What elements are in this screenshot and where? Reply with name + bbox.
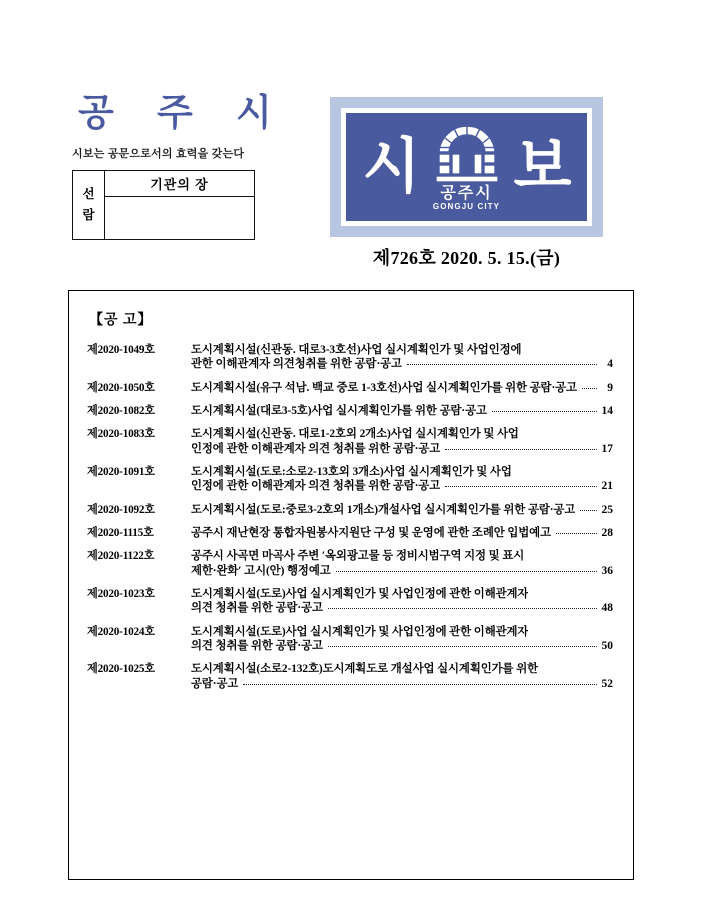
toc-entry-line-primary bbox=[87, 465, 613, 479]
toc-entry[interactable] bbox=[87, 549, 613, 578]
toc-entry-title: 공주시 사곡면 마곡사 주변 ′옥외광고물 등 정비시범구역 지정 및 표시 bbox=[191, 550, 525, 563]
toc-entry-title: 공주시 재난현장 통합자원봉사지원단 구성 및 운영에 관한 조례안 입법예고 bbox=[191, 527, 551, 539]
toc-entry-page-number: 17 bbox=[601, 442, 613, 455]
toc-entry-title: 도시계획시설(유구 석남. 백교 중로 1-3호선)사업 실시계획인가를 위한 공람·공고 bbox=[191, 381, 577, 394]
toc-entry-line-primary bbox=[87, 625, 613, 639]
toc-entry-page-number: 36 bbox=[601, 564, 613, 577]
emblem-city-name-ko: 공주시 bbox=[440, 184, 493, 202]
emblem-city-name-en: GONGJU CITY bbox=[432, 202, 501, 212]
approval-header-cell: 기관의 장 bbox=[105, 170, 255, 196]
toc-leader-dots bbox=[492, 404, 597, 414]
toc-leader-dots bbox=[526, 343, 597, 353]
toc-entry-page-number: 50 bbox=[601, 639, 613, 652]
toc-entry[interactable] bbox=[87, 662, 613, 691]
gongju-gate-arch-icon bbox=[430, 122, 504, 184]
toc-entry-title: 인정에 관한 이해관계자 의견 청취를 위한 공람·공고 bbox=[191, 480, 441, 493]
toc-entry-line-primary bbox=[87, 526, 613, 540]
toc-leader-dots bbox=[543, 662, 597, 672]
toc-entry-title: 도시계획시설(도로)사업 실시계획인가 및 사업인정에 관한 이해관계자 bbox=[191, 625, 529, 638]
toc-leader-dots bbox=[336, 564, 597, 574]
toc-entry-title: 도시계획시설(신관동. 대로1-2호외 2개소)사업 실시계획인가 및 사업 bbox=[191, 428, 519, 441]
masthead bbox=[0, 0, 703, 285]
toc-leader-dots bbox=[582, 381, 597, 391]
toc-entry-line-primary bbox=[87, 503, 613, 517]
toc-entry[interactable] bbox=[87, 465, 613, 494]
gazette-emblem bbox=[330, 97, 603, 237]
toc-entry-number: 제2020-1083호 bbox=[87, 428, 155, 441]
toc-leader-dots bbox=[407, 357, 597, 367]
toc-entry-line-primary bbox=[87, 587, 613, 601]
toc-entry[interactable] bbox=[87, 503, 613, 517]
approval-label-char-1: 선 bbox=[82, 187, 95, 202]
approval-label-char-2: 람 bbox=[82, 207, 95, 222]
toc-leader-dots bbox=[533, 625, 597, 635]
toc-entry-line-primary bbox=[87, 381, 613, 395]
toc-entry-number: 제2020-1115호 bbox=[87, 527, 154, 539]
toc-entry-number: 제2020-1049호 bbox=[87, 344, 155, 356]
issue-number-and-date: 제726호 2020. 5. 15.(금) bbox=[372, 248, 561, 268]
toc-leader-dots bbox=[328, 639, 597, 649]
toc-entry[interactable] bbox=[87, 381, 613, 395]
toc-entry-title: 인정에 관한 이해관계자 의견 청취를 위한 공람·공고 bbox=[191, 442, 441, 455]
toc-leader-dots bbox=[328, 601, 597, 611]
approval-label-cell bbox=[73, 170, 105, 239]
toc-entry-page-number: 25 bbox=[601, 503, 613, 516]
toc-leader-dots bbox=[529, 549, 597, 559]
toc-entry-title: 도시계획시설(소로2-132호)도시계획도로 개설사업 실시계획인가를 위한 bbox=[191, 663, 538, 676]
toc-entry-title: 도시계획시설(대로3-5호)사업 실시계획인가를 위한 공람·공고 bbox=[191, 405, 487, 417]
toc-entry-line-primary bbox=[87, 662, 613, 676]
toc-entry-line-primary bbox=[87, 427, 613, 441]
toc-leader-dots bbox=[556, 526, 597, 536]
toc-entry-page-number: 21 bbox=[601, 480, 613, 493]
toc-entry-line-continuation bbox=[87, 564, 613, 578]
emblem-char-si: 시 bbox=[362, 133, 420, 200]
toc-entry-number: 제2020-1122호 bbox=[87, 550, 155, 563]
approval-stamp-table bbox=[72, 170, 255, 240]
toc-entry[interactable] bbox=[87, 625, 613, 654]
toc-leader-dots bbox=[517, 465, 597, 475]
toc-entry-page-number: 4 bbox=[607, 358, 613, 371]
toc-entry-line-continuation bbox=[87, 479, 613, 493]
toc-entry-title: 도시계획시설(도로)사업 실시계획인가 및 사업인정에 관한 이해관계자 bbox=[191, 588, 529, 600]
gazette-subtitle: 시보는 공문으로서의 효력을 갖는다 bbox=[72, 147, 245, 160]
masthead-left-block bbox=[72, 93, 289, 240]
toc-entry-number: 제2020-1082호 bbox=[87, 405, 155, 417]
toc-entry-title: 공람·공고 bbox=[191, 677, 239, 690]
toc-leader-dots bbox=[533, 587, 597, 597]
toc-entry-number: 제2020-1023호 bbox=[87, 588, 155, 600]
toc-leader-dots bbox=[580, 503, 597, 513]
toc-entry-page-number: 52 bbox=[601, 677, 613, 690]
emblem-char-bo: 보 bbox=[513, 133, 571, 200]
toc-entry-title: 제한·완화′ 고시(안) 행정예고 bbox=[191, 564, 331, 577]
toc-entry-line-continuation bbox=[87, 442, 613, 456]
toc-entry-page-number: 28 bbox=[601, 527, 613, 539]
toc-entry-line-primary bbox=[87, 549, 613, 563]
toc-leader-dots bbox=[524, 427, 597, 437]
section-heading-notice: 【공 고】 bbox=[89, 313, 153, 328]
toc-entry-line-continuation bbox=[87, 677, 613, 691]
toc-entry-line-continuation bbox=[87, 357, 613, 371]
table-of-contents-box bbox=[68, 290, 634, 880]
toc-entry-title: 의견 청취를 위한 공람·공고 bbox=[191, 602, 323, 615]
toc-entry-title: 도시계획시설(도로:중로3-2호외 1개소)개설사업 실시계획인가를 위한 공람·공고 bbox=[191, 503, 576, 516]
toc-entry-title: 도시계획시설(신관동. 대로3-3호선)사업 실시계획인가 및 사업인정에 bbox=[191, 344, 522, 356]
toc-leader-dots bbox=[445, 479, 597, 489]
toc-entry-line-continuation bbox=[87, 601, 613, 615]
toc-entry-page-number: 48 bbox=[601, 602, 613, 615]
toc-entry-number: 제2020-1024호 bbox=[87, 625, 155, 638]
toc-entry-number: 제2020-1092호 bbox=[87, 503, 155, 516]
toc-entry[interactable] bbox=[87, 427, 613, 456]
approval-signature-cell bbox=[105, 196, 255, 239]
toc-entry-page-number: 14 bbox=[601, 405, 613, 417]
emblem-row bbox=[346, 113, 587, 221]
toc-entry-page-number: 9 bbox=[607, 381, 613, 394]
toc-entry[interactable] bbox=[87, 343, 613, 372]
toc-entry[interactable] bbox=[87, 404, 613, 418]
page-title: 공 주 시 bbox=[78, 93, 289, 134]
toc-entry-title: 도시계획시설(도로:소로2-13호외 3개소)사업 실시계획인가 및 사업 bbox=[191, 466, 512, 478]
emblem-white-frame bbox=[341, 108, 592, 226]
toc-leader-dots bbox=[445, 442, 597, 452]
toc-leader-dots bbox=[243, 677, 597, 687]
emblem-inner-panel bbox=[346, 113, 587, 221]
toc-entry-line-continuation bbox=[87, 639, 613, 653]
toc-list bbox=[87, 343, 613, 691]
toc-entry-title: 의견 청취를 위한 공람·공고 bbox=[191, 639, 323, 652]
toc-entry-number: 제2020-1091호 bbox=[87, 466, 155, 478]
toc-entry-title: 관한 이해관계자 의견청취를 위한 공람·공고 bbox=[191, 358, 402, 371]
toc-entry-number: 제2020-1050호 bbox=[87, 381, 155, 394]
toc-entry-line-primary bbox=[87, 343, 613, 357]
toc-entry[interactable] bbox=[87, 587, 613, 616]
emblem-city-mark bbox=[427, 122, 507, 212]
toc-entry-number: 제2020-1025호 bbox=[87, 663, 155, 676]
toc-entry-line-primary bbox=[87, 404, 613, 418]
toc-entry[interactable] bbox=[87, 526, 613, 540]
